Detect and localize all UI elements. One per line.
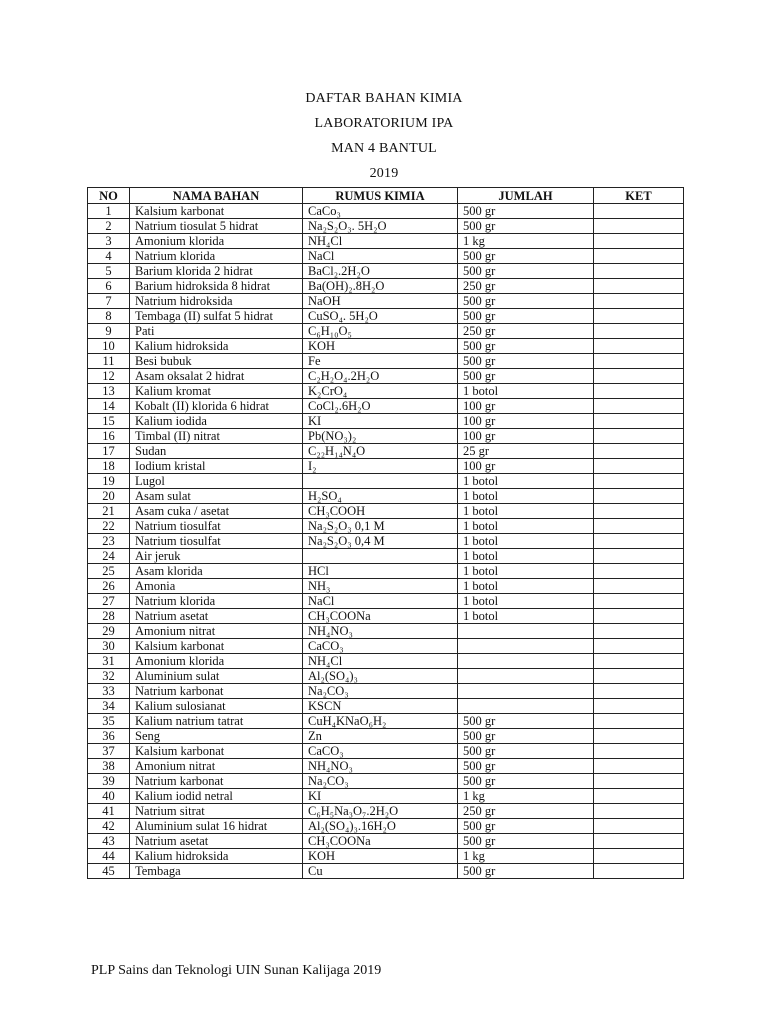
cell-name: Asam cuka / asetat [130,504,303,519]
cell-name: Kalsium karbonat [130,744,303,759]
cell-formula: Pb(NO₃)₂ [303,429,458,444]
cell-ket [594,669,684,684]
cell-formula: KOH [303,849,458,864]
cell-no: 39 [88,774,130,789]
cell-formula: CoCl₂.6H₂O [303,399,458,414]
table-row [88,639,684,654]
column-header-no: NO [88,188,130,204]
cell-no: 45 [88,864,130,879]
cell-ket [594,774,684,789]
cell-no: 17 [88,444,130,459]
cell-quantity [458,699,594,714]
cell-quantity: 500 gr [458,834,594,849]
cell-ket [594,699,684,714]
cell-ket [594,609,684,624]
cell-ket [594,744,684,759]
table-row [88,714,684,729]
cell-ket [594,864,684,879]
cell-ket [594,234,684,249]
cell-no: 31 [88,654,130,669]
table-row [88,834,684,849]
cell-formula: CaCO₃ [303,639,458,654]
cell-no: 16 [88,429,130,444]
table-row [88,474,684,489]
cell-formula: Al₂(SO₄)₃ [303,669,458,684]
table-row [88,354,684,369]
cell-name: Tembaga (II) sulfat 5 hidrat [130,309,303,324]
cell-formula: BaCl₂.2H₂O [303,264,458,279]
table-row [88,534,684,549]
table-row [88,549,684,564]
cell-ket [594,339,684,354]
cell-quantity: 1 kg [458,789,594,804]
cell-formula: NH₄Cl [303,654,458,669]
cell-quantity: 500 gr [458,864,594,879]
cell-name: Natrium klorida [130,594,303,609]
cell-quantity: 25 gr [458,444,594,459]
page-footer: PLP Sains dan Teknologi UIN Sunan Kalijaga 2019 [91,963,382,978]
cell-no: 37 [88,744,130,759]
cell-no: 36 [88,729,130,744]
cell-name: Kalium sulosianat [130,699,303,714]
cell-quantity [458,669,594,684]
cell-quantity: 1 kg [458,849,594,864]
cell-ket [594,684,684,699]
cell-formula: CH₃COONa [303,609,458,624]
cell-name: Kalium natrium tatrat [130,714,303,729]
cell-no: 12 [88,369,130,384]
cell-no: 15 [88,414,130,429]
cell-quantity: 100 gr [458,429,594,444]
cell-ket [594,564,684,579]
cell-ket [594,459,684,474]
cell-no: 4 [88,249,130,264]
cell-quantity: 500 gr [458,714,594,729]
cell-ket [594,219,684,234]
cell-formula: CuSO₄. 5H₂O [303,309,458,324]
cell-formula: Na₂S₂O₃ 0,4 M [303,534,458,549]
cell-no: 18 [88,459,130,474]
cell-quantity: 500 gr [458,354,594,369]
cell-name: Kalium iodida [130,414,303,429]
cell-formula: H₂SO₄ [303,489,458,504]
cell-formula: Cu [303,864,458,879]
cell-name: Amonium nitrat [130,759,303,774]
cell-no: 1 [88,204,130,219]
cell-name: Kalium hidroksida [130,339,303,354]
table-row [88,624,684,639]
cell-name: Seng [130,729,303,744]
cell-formula: NaCl [303,594,458,609]
cell-ket [594,504,684,519]
table-row [88,489,684,504]
table-row [88,669,684,684]
cell-ket [594,354,684,369]
cell-formula: NH₄NO₃ [303,624,458,639]
cell-quantity: 500 gr [458,744,594,759]
cell-ket [594,594,684,609]
cell-name: Natrium asetat [130,834,303,849]
table-row [88,444,684,459]
column-header-ket: KET [594,188,684,204]
cell-quantity: 500 gr [458,204,594,219]
cell-ket [594,429,684,444]
cell-no: 38 [88,759,130,774]
cell-ket [594,654,684,669]
cell-quantity: 1 kg [458,234,594,249]
cell-no: 23 [88,534,130,549]
cell-formula: C₂H₂O₄.2H₂O [303,369,458,384]
cell-no: 26 [88,579,130,594]
cell-name: Pati [130,324,303,339]
cell-no: 11 [88,354,130,369]
cell-formula: Na₂CO₃ [303,774,458,789]
cell-name: Barium klorida 2 hidrat [130,264,303,279]
cell-formula: Na₂CO₃ [303,684,458,699]
cell-name: Natrium tiosulfat [130,519,303,534]
table-row [88,429,684,444]
cell-name: Asam oksalat 2 hidrat [130,369,303,384]
table-row [88,219,684,234]
cell-ket [594,759,684,774]
table-row [88,324,684,339]
cell-formula: I₂ [303,459,458,474]
cell-ket [594,489,684,504]
table-row [88,249,684,264]
cell-ket [594,294,684,309]
cell-quantity: 250 gr [458,804,594,819]
document-subtitle: LABORATORIUM IPA [314,116,454,131]
cell-quantity: 1 botol [458,594,594,609]
cell-quantity: 1 botol [458,609,594,624]
cell-quantity: 100 gr [458,399,594,414]
cell-no: 2 [88,219,130,234]
cell-no: 44 [88,849,130,864]
cell-quantity: 1 botol [458,504,594,519]
table-row [88,504,684,519]
table-row [88,774,684,789]
cell-formula: KI [303,414,458,429]
cell-quantity: 1 botol [458,564,594,579]
cell-no: 20 [88,489,130,504]
document-year: 2019 [369,166,399,181]
cell-formula [303,474,458,489]
cell-ket [594,474,684,489]
cell-quantity: 250 gr [458,279,594,294]
cell-formula: NaCl [303,249,458,264]
cell-ket [594,819,684,834]
cell-ket [594,204,684,219]
cell-name: Kalium hidroksida [130,849,303,864]
cell-formula: CuH₄KNaO₆H₂ [303,714,458,729]
table-row [88,564,684,579]
cell-name: Natrium klorida [130,249,303,264]
cell-no: 10 [88,339,130,354]
cell-quantity: 1 botol [458,534,594,549]
cell-ket [594,849,684,864]
cell-formula: Na₂S₂O₃ 0,1 M [303,519,458,534]
cell-no: 7 [88,294,130,309]
cell-ket [594,279,684,294]
cell-name: Aluminium sulat [130,669,303,684]
cell-quantity: 500 gr [458,369,594,384]
cell-name: Natrium karbonat [130,774,303,789]
table-row [88,519,684,534]
cell-ket [594,834,684,849]
cell-quantity: 500 gr [458,219,594,234]
cell-no: 34 [88,699,130,714]
table-row [88,594,684,609]
cell-formula: NH₄NO₃ [303,759,458,774]
cell-formula: HCl [303,564,458,579]
cell-formula: CaCo₃ [303,204,458,219]
cell-name: Tembaga [130,864,303,879]
cell-ket [594,309,684,324]
cell-ket [594,714,684,729]
cell-formula: Fe [303,354,458,369]
cell-no: 21 [88,504,130,519]
cell-formula: C₆H₁₀O₅ [303,324,458,339]
cell-ket [594,549,684,564]
cell-no: 14 [88,399,130,414]
table-row [88,729,684,744]
cell-name: Natrium tiosulat 5 hidrat [130,219,303,234]
cell-name: Natrium karbonat [130,684,303,699]
table-body [88,204,684,879]
cell-name: Sudan [130,444,303,459]
cell-quantity [458,654,594,669]
cell-quantity: 100 gr [458,414,594,429]
document-title: DAFTAR BAHAN KIMIA [305,91,463,106]
cell-no: 13 [88,384,130,399]
cell-ket [594,444,684,459]
cell-no: 43 [88,834,130,849]
cell-no: 32 [88,669,130,684]
cell-quantity: 250 gr [458,324,594,339]
cell-ket [594,579,684,594]
chemical-inventory-table [87,187,684,879]
cell-ket [594,324,684,339]
table-row [88,579,684,594]
cell-no: 33 [88,684,130,699]
cell-name: Aluminium sulat 16 hidrat [130,819,303,834]
cell-formula: C₂₂H₁₄N₄O [303,444,458,459]
cell-formula: NH₃ [303,579,458,594]
cell-quantity [458,639,594,654]
table-row [88,804,684,819]
cell-formula: Al₂(SO₄)₃.16H₂O [303,819,458,834]
cell-no: 40 [88,789,130,804]
cell-formula: Na₂S₂O₃. 5H₂O [303,219,458,234]
cell-name: Kobalt (II) klorida 6 hidrat [130,399,303,414]
cell-name: Natrium asetat [130,609,303,624]
cell-name: Amonium klorida [130,654,303,669]
cell-ket [594,249,684,264]
table-row [88,654,684,669]
column-header-quantity: JUMLAH [458,188,594,204]
cell-ket [594,729,684,744]
column-header-name: NAMA BAHAN [130,188,303,204]
cell-name: Timbal (II) nitrat [130,429,303,444]
cell-ket [594,414,684,429]
table-row [88,369,684,384]
cell-name: Kalsium karbonat [130,639,303,654]
cell-formula: NaOH [303,294,458,309]
cell-quantity [458,624,594,639]
cell-no: 22 [88,519,130,534]
cell-formula: C₆H₅Na₃O₇.2H₂O [303,804,458,819]
table-row [88,309,684,324]
cell-name: Amonia [130,579,303,594]
cell-ket [594,399,684,414]
cell-quantity [458,684,594,699]
cell-name: Amonium klorida [130,234,303,249]
cell-no: 8 [88,309,130,324]
cell-quantity: 1 botol [458,384,594,399]
cell-name: Besi bubuk [130,354,303,369]
table-row [88,414,684,429]
cell-name: Lugol [130,474,303,489]
table-row [88,339,684,354]
cell-name: Barium hidroksida 8 hidrat [130,279,303,294]
cell-name: Natrium hidroksida [130,294,303,309]
cell-no: 29 [88,624,130,639]
table-row [88,294,684,309]
cell-name: Asam klorida [130,564,303,579]
cell-no: 9 [88,324,130,339]
cell-quantity: 500 gr [458,294,594,309]
cell-quantity: 500 gr [458,729,594,744]
table-row [88,384,684,399]
cell-quantity: 500 gr [458,774,594,789]
cell-no: 24 [88,549,130,564]
cell-no: 30 [88,639,130,654]
table-row [88,744,684,759]
cell-ket [594,804,684,819]
cell-formula: KOH [303,339,458,354]
cell-name: Kalium kromat [130,384,303,399]
cell-no: 25 [88,564,130,579]
cell-no: 35 [88,714,130,729]
cell-quantity: 500 gr [458,309,594,324]
cell-ket [594,264,684,279]
document-header [0,86,768,186]
cell-name: Iodium kristal [130,459,303,474]
cell-no: 3 [88,234,130,249]
cell-name: Natrium tiosulfat [130,534,303,549]
cell-name: Asam sulat [130,489,303,504]
table-row [88,849,684,864]
cell-name: Natrium sitrat [130,804,303,819]
cell-name: Air jeruk [130,549,303,564]
table-row [88,204,684,219]
cell-name: Kalium iodid netral [130,789,303,804]
cell-no: 5 [88,264,130,279]
cell-formula [303,549,458,564]
cell-formula: NH₄Cl [303,234,458,249]
cell-quantity: 500 gr [458,339,594,354]
cell-formula: CaCO₃ [303,744,458,759]
cell-no: 41 [88,804,130,819]
column-header-formula: RUMUS KIMIA [303,188,458,204]
cell-name: Amonium nitrat [130,624,303,639]
cell-quantity: 1 botol [458,549,594,564]
cell-quantity: 500 gr [458,264,594,279]
cell-formula: CH₃COONa [303,834,458,849]
cell-quantity: 500 gr [458,819,594,834]
cell-quantity: 1 botol [458,579,594,594]
cell-no: 6 [88,279,130,294]
cell-name: Kalsium karbonat [130,204,303,219]
cell-ket [594,369,684,384]
cell-quantity: 500 gr [458,249,594,264]
cell-quantity: 1 botol [458,474,594,489]
cell-no: 42 [88,819,130,834]
table-row [88,609,684,624]
cell-no: 27 [88,594,130,609]
cell-formula: KI [303,789,458,804]
table-header-row [88,188,684,204]
cell-no: 19 [88,474,130,489]
table-row [88,684,684,699]
table-row [88,819,684,834]
cell-formula: KSCN [303,699,458,714]
cell-ket [594,789,684,804]
cell-ket [594,519,684,534]
cell-formula: Zn [303,729,458,744]
cell-ket [594,639,684,654]
cell-quantity: 1 botol [458,489,594,504]
cell-quantity: 500 gr [458,759,594,774]
cell-ket [594,384,684,399]
cell-formula: Ba(OH)₂.8H₂O [303,279,458,294]
cell-quantity: 100 gr [458,459,594,474]
table-row [88,864,684,879]
table-row [88,264,684,279]
table-row [88,279,684,294]
table-row [88,234,684,249]
cell-formula: K₂CrO₄ [303,384,458,399]
table-row [88,399,684,414]
table-row [88,459,684,474]
table-row [88,759,684,774]
cell-formula: CH₃COOH [303,504,458,519]
school-name: MAN 4 BANTUL [331,141,437,156]
cell-quantity: 1 botol [458,519,594,534]
table-row [88,789,684,804]
cell-ket [594,624,684,639]
table-row [88,699,684,714]
cell-no: 28 [88,609,130,624]
cell-ket [594,534,684,549]
